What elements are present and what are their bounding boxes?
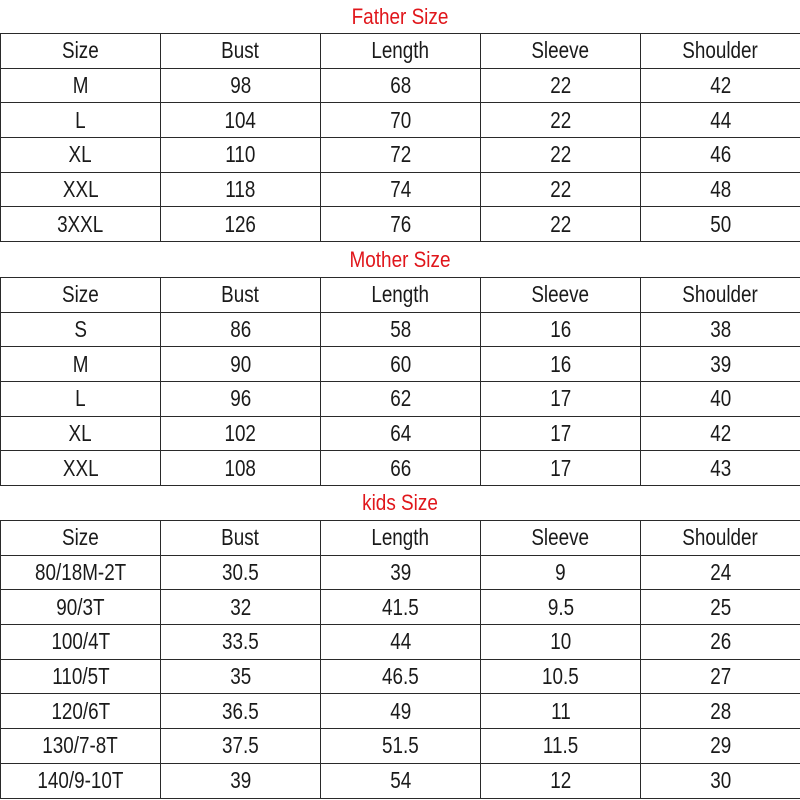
table-cell: 49 [321,694,481,729]
table-cell: 17 [481,382,641,417]
table-cell: XXL [1,451,161,486]
kids-size-table [0,520,800,799]
table-cell: 44 [641,103,800,138]
header-cell: Size [1,278,161,313]
table-cell: 36.5 [161,694,321,729]
table-cell: 72 [321,138,481,173]
table-row [1,659,800,694]
table-cell: 42 [641,68,800,103]
table-cell: 120/6T [1,694,161,729]
table-cell: 35 [161,659,321,694]
table-cell: L [1,103,161,138]
table-cell: 90 [161,347,321,382]
table-cell: 9 [481,555,641,590]
table-row [1,694,800,729]
table-cell: 24 [641,555,800,590]
header-cell: Bust [161,521,321,556]
table-row [1,103,800,138]
table-cell: 30 [641,763,800,798]
table-cell: 44 [321,625,481,660]
table-cell: 30.5 [161,555,321,590]
table-cell: 41.5 [321,590,481,625]
table-row [1,451,800,486]
table-row [1,347,800,382]
header-cell: Bust [161,34,321,69]
table-cell: 46.5 [321,659,481,694]
table-cell: 68 [321,68,481,103]
table-cell: 96 [161,382,321,417]
table-cell: 108 [161,451,321,486]
header-cell: Sleeve [481,521,641,556]
table-cell: 28 [641,694,800,729]
table-cell: 11 [481,694,641,729]
table-cell: 110 [161,138,321,173]
table-cell: 98 [161,68,321,103]
table-cell: 17 [481,451,641,486]
table-cell: 86 [161,312,321,347]
header-cell: Length [321,278,481,313]
header-cell: Size [1,34,161,69]
table-cell: 16 [481,347,641,382]
table-cell: XL [1,138,161,173]
table-cell: 42 [641,416,800,451]
table-cell: 126 [161,207,321,242]
table-row [1,416,800,451]
table-cell: 16 [481,312,641,347]
kids-size-title: kids Size [362,490,438,515]
table-header-row [1,521,800,556]
table-cell: 102 [161,416,321,451]
table-header-row [1,34,800,69]
table-cell: 70 [321,103,481,138]
header-cell: Shoulder [641,521,800,556]
table-cell: 26 [641,625,800,660]
table-cell: M [1,347,161,382]
table-cell: 66 [321,451,481,486]
table-cell: 50 [641,207,800,242]
header-cell: Length [321,521,481,556]
header-cell: Shoulder [641,278,800,313]
table-cell: 39 [161,763,321,798]
header-cell: Sleeve [481,278,641,313]
table-cell: 74 [321,172,481,207]
table-cell: 90/3T [1,590,161,625]
table-cell: 38 [641,312,800,347]
table-cell: 76 [321,207,481,242]
header-cell: Bust [161,278,321,313]
table-cell: 39 [321,555,481,590]
table-cell: 62 [321,382,481,417]
table-cell: 39 [641,347,800,382]
table-cell: 27 [641,659,800,694]
table-cell: XXL [1,172,161,207]
mother-size-table [0,277,800,486]
table-cell: 11.5 [481,729,641,764]
table-row [1,729,800,764]
table-row [1,382,800,417]
header-cell: Sleeve [481,34,641,69]
father-size-title: Father Size [351,4,449,29]
table-cell: 22 [481,172,641,207]
table-row [1,763,800,798]
table-cell: 80/18M-2T [1,555,161,590]
table-cell: 60 [321,347,481,382]
table-cell: L [1,382,161,417]
table-row [1,312,800,347]
table-cell: 17 [481,416,641,451]
table-cell: 46 [641,138,800,173]
table-row [1,625,800,660]
table-cell: 25 [641,590,800,625]
table-row [1,590,800,625]
table-cell: 33.5 [161,625,321,660]
table-cell: 12 [481,763,641,798]
table-row [1,555,800,590]
table-header-row [1,278,800,313]
father-size-table [0,33,800,242]
table-cell: 130/7-8T [1,729,161,764]
table-cell: M [1,68,161,103]
table-cell: 10.5 [481,659,641,694]
table-cell: 40 [641,382,800,417]
table-cell: S [1,312,161,347]
table-cell: 110/5T [1,659,161,694]
table-cell: 58 [321,312,481,347]
table-cell: 29 [641,729,800,764]
table-cell: 3XXL [1,207,161,242]
table-cell: 32 [161,590,321,625]
table-cell: 118 [161,172,321,207]
mother-size-title: Mother Size [349,247,451,272]
header-cell: Size [1,521,161,556]
table-cell: 140/9-10T [1,763,161,798]
table-row [1,68,800,103]
table-cell: 104 [161,103,321,138]
table-cell: 43 [641,451,800,486]
table-cell: 54 [321,763,481,798]
table-cell: 22 [481,138,641,173]
table-row [1,172,800,207]
table-cell: 22 [481,68,641,103]
table-row [1,138,800,173]
table-cell: 22 [481,207,641,242]
header-cell: Length [321,34,481,69]
table-cell: 64 [321,416,481,451]
table-cell: 51.5 [321,729,481,764]
table-cell: 100/4T [1,625,161,660]
table-cell: 48 [641,172,800,207]
table-cell: 22 [481,103,641,138]
table-row [1,207,800,242]
table-cell: 37.5 [161,729,321,764]
header-cell: Shoulder [641,34,800,69]
table-cell: 9.5 [481,590,641,625]
table-cell: 10 [481,625,641,660]
table-cell: XL [1,416,161,451]
